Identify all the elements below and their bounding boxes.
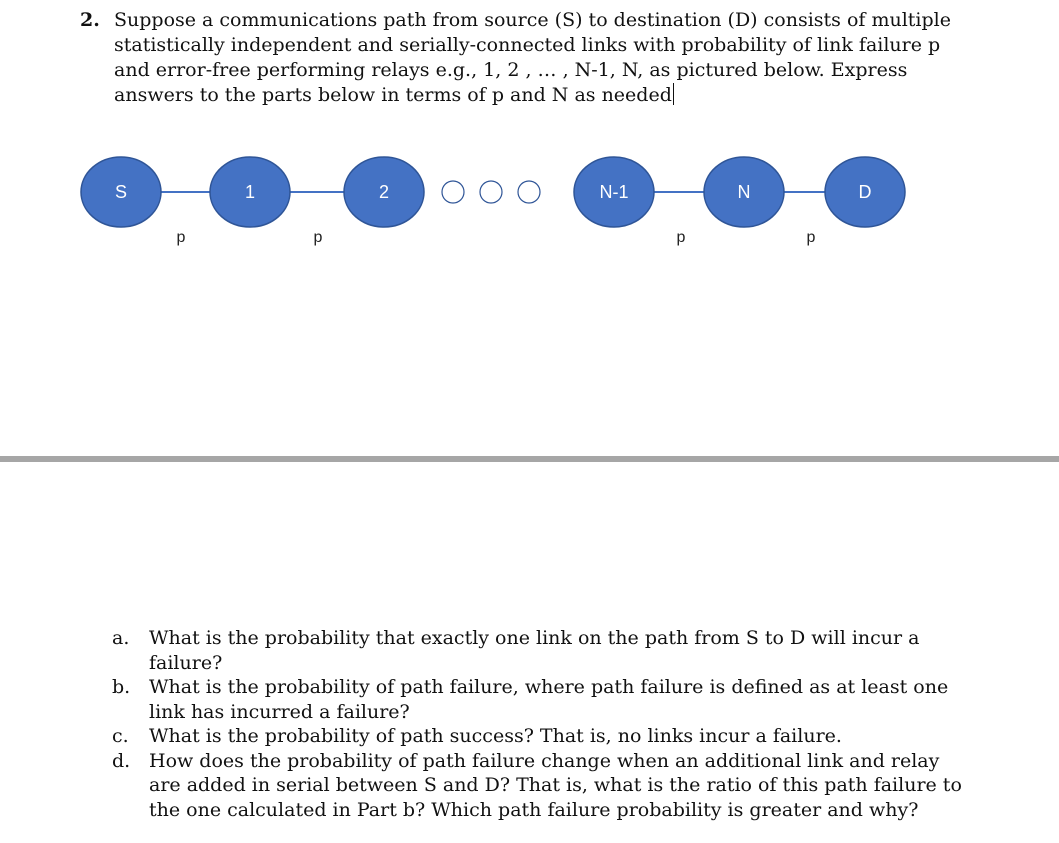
text-cursor (673, 83, 674, 105)
part-text: How does the probability of path failure change when an additional link and relay (149, 749, 940, 772)
part-text: the one calculated in Part b? Which path failure probability is greater and why? (149, 798, 919, 821)
ellipsis-circle (442, 181, 464, 203)
node-label: N (737, 182, 751, 202)
node-relay-1 (210, 157, 290, 227)
node-label: N-1 (599, 182, 629, 202)
problem-line: statistically independent and serially-connected links with probability of link failure p (114, 34, 941, 56)
ellipsis-circle (518, 181, 540, 203)
node-label: D (858, 182, 872, 202)
part-marker: c. (112, 725, 129, 747)
question-part-b (112, 675, 1012, 724)
relay-path-diagram (0, 140, 1059, 260)
problem-line-last (114, 83, 934, 108)
part-marker: b. (112, 676, 131, 698)
part-text: What is the probability of path failure, where path failure is defined as at least one (149, 676, 949, 698)
problem-line: answers to the parts below in terms of p and N as needed (114, 84, 672, 106)
link-probability-label: p (806, 229, 816, 246)
problem-line: and error-free performing relays e.g., 1, 2 , … , N-1, N, as pictured below. Express (114, 59, 908, 81)
part-text: failure? (149, 651, 223, 674)
node-relay-2 (344, 157, 424, 227)
part-marker: d. (112, 749, 131, 772)
node-label: S (114, 182, 128, 202)
problem-number: 2. (80, 9, 100, 31)
question-part-a (112, 626, 1012, 675)
node-label: 2 (378, 182, 390, 202)
part-marker: a. (112, 627, 130, 649)
node-relay-n-minus-1 (574, 157, 654, 227)
question-parts (112, 626, 1012, 822)
node-label: 1 (244, 182, 256, 202)
question-part-c (112, 724, 1012, 749)
problem-line: Suppose a communications path from source (S) to destination (D) consists of multiple (114, 9, 951, 31)
problem-text (114, 8, 951, 108)
part-text: What is the probability that exactly one link on the path from S to D will incur a (149, 627, 920, 649)
node-destination (825, 157, 905, 227)
part-text: are added in serial between S and D? That is, what is the ratio of this path failure to (149, 774, 962, 796)
node-relay-n (704, 157, 784, 227)
node-source (81, 157, 161, 227)
part-text: link has incurred a failure? (149, 700, 410, 723)
section-divider (0, 456, 1059, 462)
question-part-d (112, 749, 1012, 823)
part-text: What is the probability of path success? That is, no links incur a failure. (149, 725, 842, 747)
problem-statement (80, 8, 980, 108)
link-probability-label: p (676, 229, 686, 246)
link-probability-label: p (313, 229, 323, 246)
ellipsis-circle (480, 181, 502, 203)
link-probability-label: p (176, 229, 186, 246)
